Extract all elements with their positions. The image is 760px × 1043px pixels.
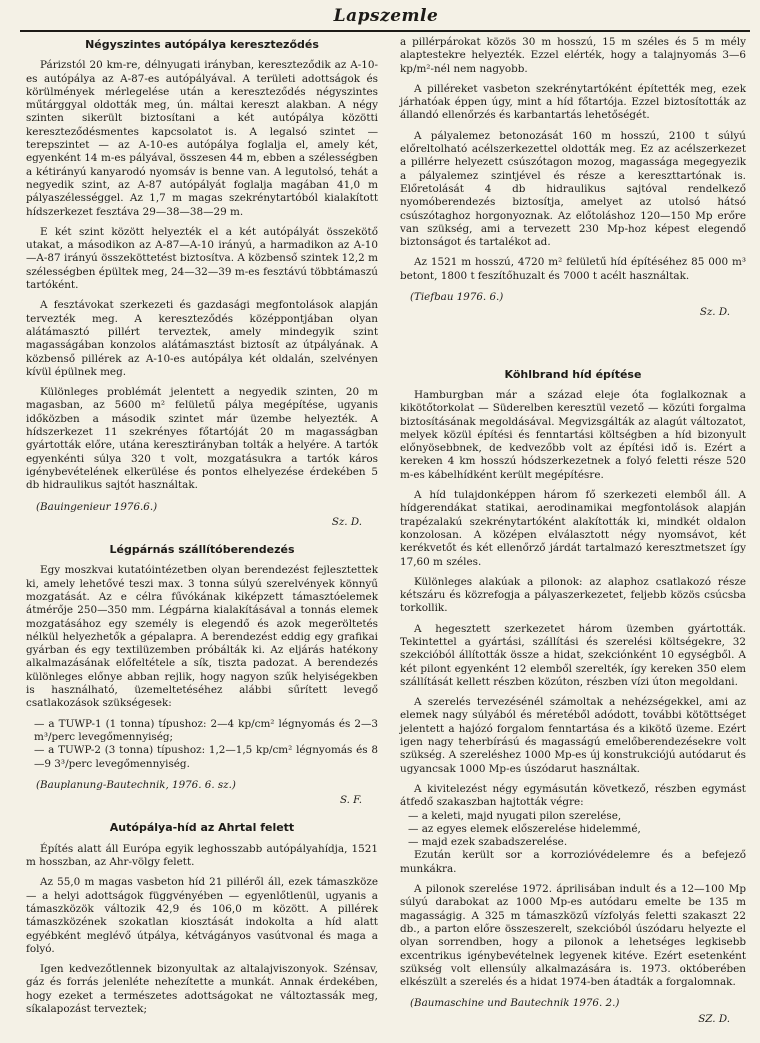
- paragraph: A kivitelezést négy egymásután következő, részben egymást átfedő szakaszban hajtották végre:: [400, 782, 746, 809]
- left-column: [26, 36, 378, 1043]
- article-negyszintes: [26, 38, 378, 529]
- paragraph: Különleges problémát jelentett a negyedik szinten, 20 m magasban, az 5600 m² felületű pálya megépítése, ugyanis időközben a második szintet már üzembe helyezték. A hídszerkezet 11 szekrényes főtartóját 20 m magasságban gyártották előre, utána keresztirányban tolták a helyére. A tartók egyenkénti súlya 320 t volt, mozgatásukra a tartók káros igénybevételének elkerülése és pontos elhelyezése érdekében 5 db hidraulikus sajtót használtak.: [26, 386, 378, 492]
- header-rule: [20, 30, 750, 32]
- article-source: (Baumaschine und Bautechnik 1976. 2.): [410, 997, 620, 1010]
- article-title: Köhlbrand híd építése: [504, 367, 642, 381]
- article-author: S. F.: [339, 794, 362, 807]
- paragraph: A híd tulajdonképpen három fő szerkezeti elemből áll. A hídgerendákat statikai, aerodinamikai megfontolások alapján trapézalakú szekrénytartóként alakították ki, mindkét oldalon konzolosan. A középen elválasztott négy nyomsávot, két kerékvetőt és két ellenőrző járdát tartalmazó keresztmetszet így 17,60 m széles.: [400, 489, 746, 568]
- article-source: (Tiefbau 1976. 6.): [410, 291, 504, 304]
- paragraph: Az 55,0 m magas vasbeton híd 21 pilléről áll, ezek támaszköze — a helyi adottságok függvényében — egyenlőtlenül, ugyanis a támaszközök változik 42,9 és 106,0 m között. A pillérek támaszközének szokatlan kiosztását indokolta a híd alatt egyébként meglévő útpálya, kétvágányos vasútvonal és maga a folyó.: [26, 876, 378, 955]
- two-column-body: [26, 36, 748, 1043]
- article-legparnas: [26, 543, 378, 807]
- paragraph: Az 1521 m hosszú, 4720 m² felületű híd építéséhez 85 000 m³ betont, 1800 t feszítőhuzalt és 7000 t acélt használtak.: [400, 256, 746, 282]
- article-kohlbrand: [400, 368, 746, 1026]
- list-item: — majd ezek szabadszerelése.: [408, 836, 568, 849]
- article-author: Sz. D.: [699, 306, 730, 319]
- list-item: — a TUWP-1 (1 tonna) típushoz: 2—4 kp/cm² légnyomás és 2—3 m³/perc levegőmennyiség;: [34, 717, 378, 743]
- paragraph: Különleges alakúak a pilonok: az alaphoz csatlakozó része kétszáru és közrefogja a pályaszerkezetet, feljebb közös csúcsba torkollik.: [400, 575, 746, 615]
- list-item: — az egyes elemek előszerelése hidelemmé,: [408, 822, 641, 835]
- spacer: [400, 334, 746, 366]
- paragraph: A hegesztett szerkezetet három üzemben gyártották. Tekintettel a gyártási, szállítási és szerelési költségekre, 32 szekcióból állították össze a hidat, szekciónként 10 egységből. A két pilont egyenként 12 elemből szerelték, így kereken 350 elem szállítását kellett részben közúton, részben vízi úton megoldani.: [400, 622, 746, 688]
- paragraph: Párizstól 20 km-re, délnyugati irányban, kereszteződik az A-10-es autópálya az A-87-es autópályával. A területi adottságok és körülmények mérlegelése után a kereszteződés négyszintes műtárggyal oldották meg, ún. máltai kereszt alakban. A négy szinten sikerült biztosítani a két autópálya közötti kereszteződésmentes kapcsolatot is. A legalsó szintet — terepszintet — az A-10-es autópálya foglalja el, amely két, egyenként 14 m-es pályával, összesen 44 m, ebben a szélességben a kétirányú kanyarodó nyomsáv is benne van. A legutolsó, tehát a negyedik szint, az A-87 autópályát foglalja magában 41,0 m pályaszélességgel. Az 1,7 m magas szekrénytartóból kialakított hídszerkezet fesztáva 29—38—38—29 m.: [26, 59, 378, 218]
- paragraph: A szerelés tervezésénél számoltak a nehézségekkel, ami az elemek nagy súlyából és méretéből adódott, további kötöttséget jelentett a hajózó forgalom fenntartása és a kikötő üzeme. Ezért igen nagy teherbírású és magasságú emelőberendezésekre volt szükség. A szereléshez 1000 Mp-es új konstrukciójú autódarut és ugyancsak 1000 Mp-es úszódarut használtak.: [400, 696, 746, 775]
- paragraph: Ezután került sor a korrozióvédelemre és a befejező munkákra.: [400, 849, 746, 875]
- paragraph: a pillérpárokat közös 30 m hosszú, 15 m széles és 5 m mély alaptestekre helyezték. Ezzel elérték, hogy a talajnyomás 3—6 kp/m²-nél nem nagyobb.: [400, 36, 746, 75]
- article-title: Légpárnás szállítóberendezés: [109, 543, 295, 557]
- paragraph: A pályalemez betonozását 160 m hosszú, 2100 t súlyú előreltolható acélszerkezettel oldották meg. Ez az acélszerkezet a pillérre helyezett csúszótagon mozog, magassága megegyezik a pályalemez szintjével és része a kereszttartónak is. Előretolását 4 db hidraulikus sajtóval rendelkező nyomóberendezés biztosítja, amelyet az utolsó hátsó csúszótaghoz horgonyoznak. Az előtoláshoz 120—150 Mp erőre van szükség, ami a tervezett 230 Mp-hoz képest elegendő biztonságot és tartalékot ad.: [400, 129, 746, 249]
- paragraph: Igen kedvezőtlennek bizonyultak az altalajviszonyok. Szénsav, gáz és forrás jelenléte nehezítette a munkát. Annak érdekében, hogy ezeket a természetes adottságokat ne változtassák meg, síkalapozást terveztek;: [26, 963, 378, 1015]
- article-author: Sz. D.: [331, 515, 362, 528]
- paragraph: A pilonok szerelése 1972. áprilisában indult és a 12—100 Mp súlyú darabokat az 1000 Mp-es autódaru emelte be 135 m magasságig. A 325 m támaszközű vízfolyás feletti szakaszt 22 db., a parton előre összeszerelt, szekcióból úszódaru helyezte el olyan sorrendben, hogy a pilonok a lehetséges legkisebb excentrikus igénybevételnek legyenek kitéve. Ezért esetenként szükség volt ellensúly alkalmazására is. 1973. októberében elkészült a szerelés és a hidat 1974-ben átadták a forgalomnak.: [400, 883, 746, 989]
- article-title: Négyszintes autópálya kereszteződés: [85, 38, 319, 51]
- article-author: SZ. D.: [698, 1012, 730, 1025]
- paragraph: A fesztávokat szerkezeti és gazdasági megfontolások alapján tervezték meg. A kereszteződés középpontjában olyan alátámasztó pillért terveztek, amely mindegyik szint magasságában konzolos alátámasztást biztosít az útpályának. A közbenső pillérek az A-10-es autópálya két oldalán, szelvényen kívül épülnek meg.: [26, 299, 378, 378]
- page-title: Lapszemle: [333, 6, 439, 26]
- article-source: (Bauplanung-Bautechnik, 1976. 6. sz.): [36, 778, 236, 791]
- list-item: — a keleti, majd nyugati pilon szerelése,: [408, 809, 622, 822]
- article-source: (Bauingenieur 1976.6.): [36, 500, 158, 513]
- article-ahrtal-continued: [400, 36, 746, 320]
- paragraph: E két szint között helyezték el a két autópályát összekötő utakat, a másodikon az A-87—A-10 irányú, a harmadikon az A-10—A-87 irányú összeköttetést biztosítva. A közbenső szintek 12,2 m szélességben épültek meg, 24—32—39 m-es fesztávú többtámaszú tartóként.: [26, 225, 378, 292]
- page-header: [24, 6, 748, 30]
- paragraph: Építés alatt áll Európa egyik leghosszabb autópályahídja, 1521 m hosszban, az Ahr-völgy felett.: [26, 842, 378, 869]
- paragraph: Hamburgban már a század eleje óta foglalkoznak a kikötőtorkolat — Süderelben keresztül vezető — közúti forgalma biztosításának megoldásával. Megvizsgálták az alagút változatot, melyek közül építési és fenntartási költségben a híd bizonyult előnyösebbnek, de kedvezőbb volt az építési idő is. Ezért a kereken 4 km hosszú hódszerkezetnek a folyó feletti része 520 m-es kábelhídként került megépítésre.: [400, 388, 746, 481]
- right-column: [400, 36, 746, 1043]
- paragraph: Egy moszkvai kutatóintézetben olyan berendezést fejlesztettek ki, amely lehetővé teszi max. 3 tonna súlyú szerelvények könnyű mozgatását. Az e célra fűvókának kiképzett támasztóelemek átmérője 250—350 mm. Légpárna kialakításával a tonnás elemek mozgatásához egy személy is elegendő és azok megeröltetés nélkül helyezhetők a gépalapra. A berendezést eddig egy grafikai gyárban és egy textilüzemben próbálták ki. Az eljárás hatékony alkalmazásának előfeltétele a sík, tiszta padozat. A berendezés különleges előnye abban rejlik, hogy nagyon szűk helyiségekben is használható, üzemeltetéséhez alábbi sűrített levegő csatlakozások szükségesek:: [26, 564, 378, 710]
- paragraph: A pilléreket vasbeton szekrénytartóként építették meg, ezek járhatóak éppen úgy, mint a híd főtartója. Ezzel biztosították az állandó ellenőrzés és karbantartás lehetőségét.: [400, 82, 746, 122]
- article-ahrtal: [26, 821, 378, 1016]
- list-item: — a TUWP-2 (3 tonna) típushoz: 1,2—1,5 kp/cm² légnyomás és 8—9 3³/perc levegőmennyiség.: [34, 744, 378, 770]
- article-title: Autópálya-híd az Ahrtal felett: [109, 821, 295, 835]
